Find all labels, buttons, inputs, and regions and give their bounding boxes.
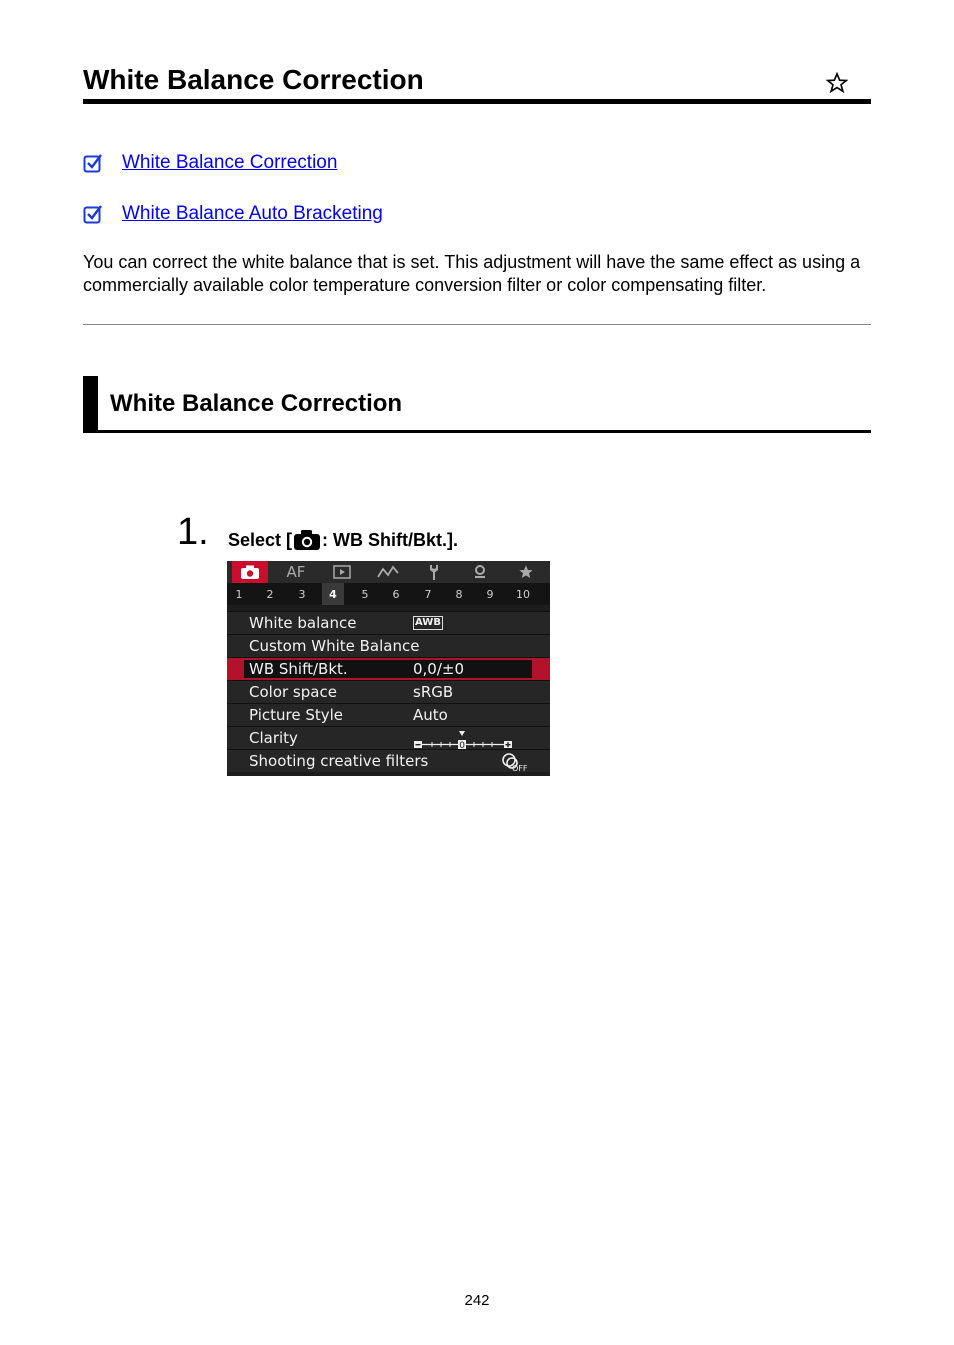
menu-tab-bar — [227, 561, 550, 583]
menu-item-picture-style[interactable] — [227, 703, 550, 726]
step-text-before: Select [ — [228, 530, 293, 550]
tab-shooting[interactable] — [232, 561, 268, 583]
page-number: 242 — [464, 1292, 490, 1309]
wireless-icon — [377, 565, 399, 579]
section-underline — [83, 430, 871, 433]
subtab[interactable]: 5 — [361, 587, 369, 601]
menu-item-label: Color space — [249, 683, 337, 701]
star-icon — [518, 564, 534, 580]
tab-custom[interactable] — [462, 561, 498, 583]
menu-item-label: Clarity — [249, 729, 298, 747]
camera-icon — [293, 529, 321, 551]
tab-af[interactable] — [278, 561, 314, 583]
tab-af-label: AF — [286, 563, 306, 581]
menu-item-custom-white-balance[interactable] — [227, 634, 550, 657]
menu-item-label: Custom White Balance — [249, 637, 420, 655]
menu-item-clarity[interactable] — [227, 726, 550, 749]
tab-playback[interactable] — [324, 561, 360, 583]
subtab[interactable]: 6 — [392, 587, 400, 601]
section-title: White Balance Correction — [110, 390, 403, 417]
menu-item-value: sRGB — [413, 683, 454, 701]
menu-item-color-space[interactable] — [227, 680, 550, 703]
subtab[interactable]: 7 — [424, 587, 432, 601]
awb-icon: AWB — [415, 617, 441, 628]
playback-icon — [333, 565, 351, 579]
toc-item[interactable] — [83, 150, 337, 176]
creative-filter-value: OFF — [512, 764, 527, 772]
tab-wireless[interactable] — [370, 561, 406, 583]
clarity-value: 0 — [459, 741, 465, 749]
title-rule — [83, 99, 871, 104]
checkbox-link-icon — [83, 204, 103, 224]
custom-icon — [472, 564, 488, 580]
toc-link-white-balance-auto-bracketing[interactable]: White Balance Auto Bracketing — [122, 203, 383, 224]
tab-setup[interactable] — [416, 561, 452, 583]
menu-item-label: Shooting creative filters — [249, 752, 429, 770]
clarity-scale-icon — [413, 729, 513, 749]
toc-item[interactable] — [83, 201, 383, 227]
subtab[interactable]: 1 — [235, 587, 243, 601]
menu-subtab-bar — [227, 583, 550, 605]
subtab[interactable]: 2 — [266, 587, 274, 601]
tab-my-menu[interactable] — [508, 561, 544, 583]
subtab-active[interactable]: 4 — [322, 583, 344, 605]
menu-item-wb-shift-bkt[interactable] — [227, 657, 550, 680]
section-bar — [83, 376, 98, 433]
setup-icon — [427, 564, 441, 580]
menu-item-white-balance[interactable] — [227, 611, 550, 634]
step-number: 1. — [177, 511, 209, 553]
subtab[interactable]: 10 — [516, 587, 530, 601]
camera-menu-screenshot — [227, 561, 550, 776]
menu-item-label: WB Shift/Bkt. — [249, 660, 348, 678]
menu-item-label: White balance — [249, 614, 357, 632]
step-text-after: : WB Shift/Bkt.]. — [322, 530, 459, 550]
menu-item-value: 0,0/±0 — [413, 660, 465, 678]
creative-filter-off-icon — [501, 752, 527, 772]
menu-item-value: Auto — [413, 706, 448, 724]
subtab[interactable]: 3 — [298, 587, 306, 601]
divider — [83, 324, 871, 325]
toc-link-white-balance-correction[interactable]: White Balance Correction — [122, 152, 338, 173]
page-title: White Balance Correction — [83, 64, 424, 95]
step-instruction — [228, 528, 458, 552]
checkbox-link-icon — [83, 153, 103, 173]
menu-item-label: Picture Style — [249, 706, 344, 724]
star-outline-icon — [826, 72, 848, 94]
menu-item-shooting-creative-filters[interactable] — [227, 749, 550, 772]
camera-icon — [240, 565, 260, 580]
subtab[interactable]: 9 — [486, 587, 494, 601]
section-heading — [83, 376, 871, 433]
subtab[interactable]: 8 — [455, 587, 463, 601]
intro-paragraph: You can correct the white balance that is set. This adjustment will have the same effect as using a commercially available color temperature conversion filter or color compensating filter. — [83, 252, 861, 295]
